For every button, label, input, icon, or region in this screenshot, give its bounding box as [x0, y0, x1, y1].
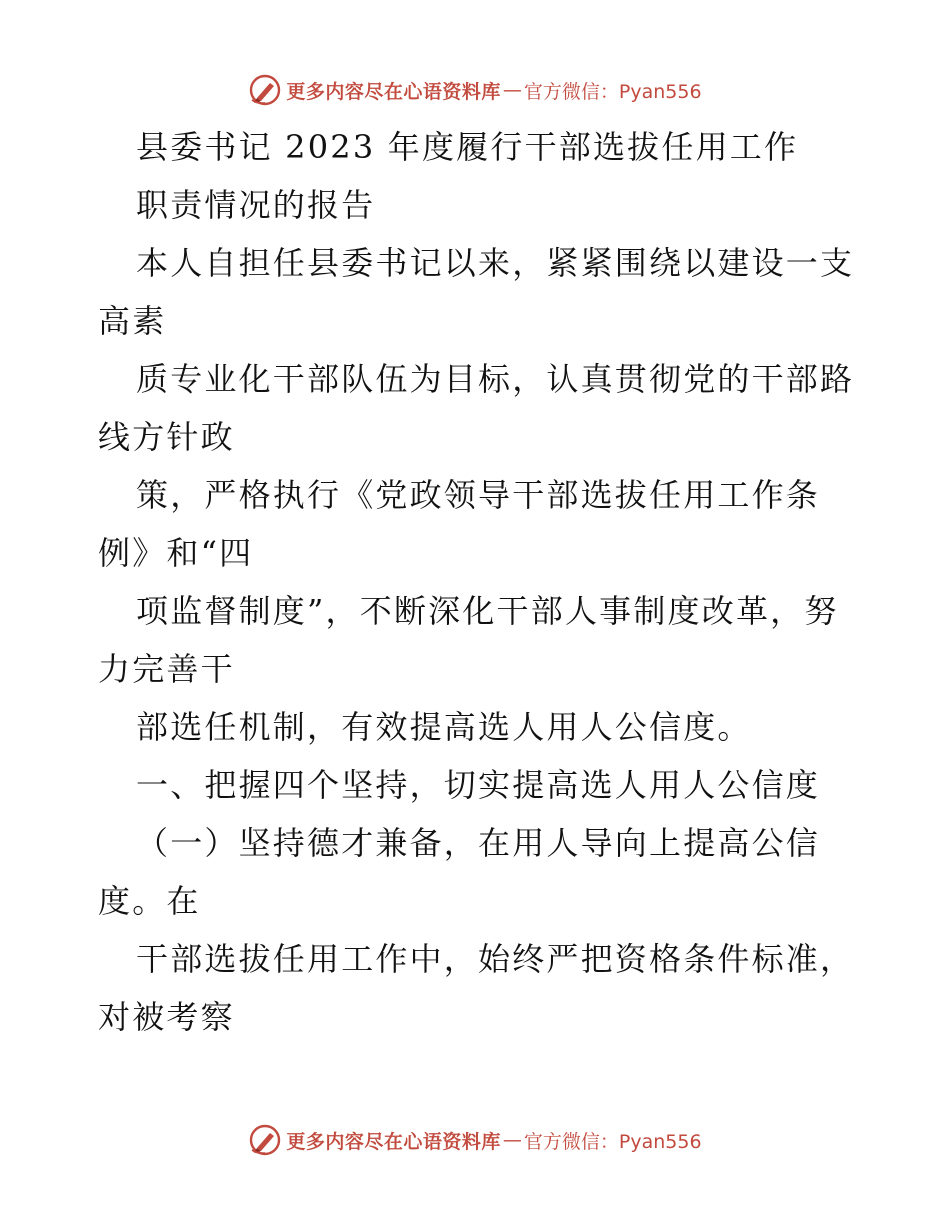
document-line: 力完善干	[98, 650, 235, 688]
banner-brand-text: 更多内容尽在心语资料库	[286, 1130, 501, 1153]
banner-dash: —	[502, 79, 522, 101]
document-line: （一）坚持德才兼备，在用人导向上提高公信	[136, 824, 821, 862]
document-line: 策，严格执行《党政领导干部选拔任用工作条	[136, 476, 821, 514]
document-line: 职责情况的报告	[136, 186, 376, 224]
document-body	[98, 118, 858, 1046]
document-line: 一、把握四个坚持，切实提高选人用人公信度	[136, 766, 821, 804]
footer-watermark-banner	[0, 1120, 950, 1160]
pen-logo-icon	[248, 73, 282, 107]
banner-wechat-text: 官方微信：Pyan556	[523, 80, 702, 103]
document-line: 例》和“四	[98, 534, 254, 572]
document-line: 项监督制度”，不断深化干部人事制度改革，努	[136, 592, 839, 630]
banner-wechat-text: 官方微信：Pyan556	[523, 1130, 702, 1153]
document-line: 高素	[98, 302, 167, 340]
pen-logo-icon	[248, 1123, 282, 1157]
document-line: 干部选拔任用工作中，始终严把资格条件标准，	[136, 940, 855, 978]
document-line: 质专业化干部队伍为目标，认真贯彻党的干部路	[136, 360, 855, 398]
document-line: 对被考察	[98, 998, 235, 1036]
document-line: 部选任机制，有效提高选人用人公信度。	[136, 708, 752, 746]
document-line: 线方针政	[98, 418, 235, 456]
header-watermark-banner	[0, 70, 950, 110]
banner-dash: —	[502, 1129, 522, 1151]
document-line: 本人自担任县委书记以来，紧紧围绕以建设一支	[136, 244, 855, 282]
document-line: 县委书记 2023 年度履行干部选拔任用工作	[136, 128, 799, 166]
banner-brand-text: 更多内容尽在心语资料库	[286, 80, 501, 103]
document-line: 度。在	[98, 882, 201, 920]
